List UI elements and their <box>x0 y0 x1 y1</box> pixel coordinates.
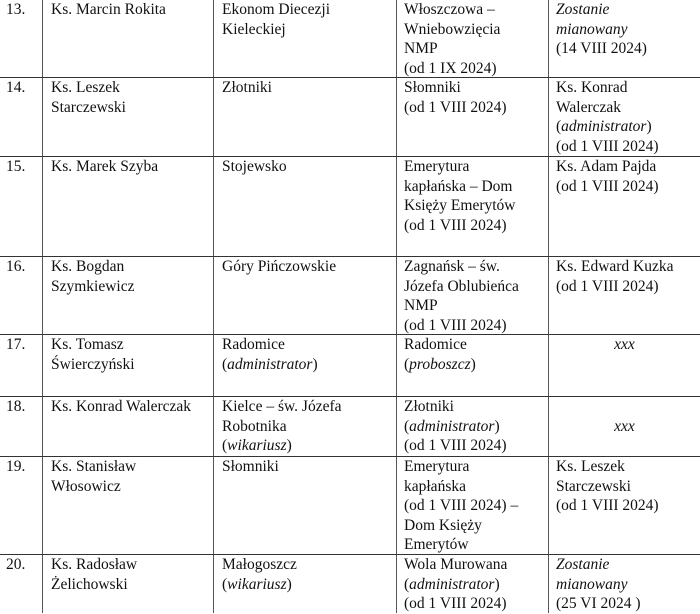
priest-name: Ks. Marcin Rokita <box>42 0 213 77</box>
successor: Ks. Konrad Walerczak (administrator) (od 1 VIII 2024) <box>548 78 700 156</box>
table-row <box>0 335 700 397</box>
table-row <box>0 555 700 613</box>
successor <box>548 335 700 396</box>
table-row <box>0 0 700 78</box>
table-row <box>0 257 700 335</box>
priest-name: Ks. Marek Szyba <box>42 157 213 256</box>
new-post: Słomniki (od 1 VIII 2024) <box>396 78 548 156</box>
row-number: 16. <box>6 258 26 275</box>
row-number: 13. <box>6 1 26 18</box>
previous-post: Kielce – św. Józefa Robotnika (wikariusz) <box>213 397 396 456</box>
priest-name: Ks. Konrad Walerczak <box>42 397 213 456</box>
row-number: 15. <box>6 158 26 175</box>
new-post: Emerytura kapłańska (od 1 VIII 2024) – Dom Księży Emerytów <box>396 457 548 554</box>
successor: Ks. Edward Kuzka (od 1 VIII 2024) <box>548 257 700 334</box>
priest-name: Ks. Bogdan Szymkiewicz <box>42 257 213 334</box>
previous-post: Małogoszcz (wikariusz) <box>213 555 396 613</box>
row-number: 19. <box>6 458 26 475</box>
table-row <box>0 397 700 457</box>
priest-name: Ks. Tomasz Świerczyński <box>42 335 213 396</box>
previous-post: Słomniki <box>213 457 396 554</box>
successor: Zostanie mianowany (25 VI 2024 ) <box>548 555 700 613</box>
priest-name: Ks. Radosław Żelichowski <box>42 555 213 613</box>
previous-post: Stojewsko <box>213 157 396 256</box>
new-post: Wola Murowana (administrator) (od 1 VIII 2024) <box>396 555 548 613</box>
successor-placeholder: xxx <box>614 417 635 435</box>
successor-placeholder: xxx <box>614 336 635 353</box>
new-post: Radomice (proboszcz) <box>396 335 548 396</box>
previous-post: Radomice (administrator) <box>213 335 396 396</box>
row-number: 18. <box>6 398 26 415</box>
row-number: 20. <box>6 556 26 573</box>
priest-name: Ks. Stanisław Włosowicz <box>42 457 213 554</box>
successor: Ks. Leszek Starczewski (od 1 VIII 2024) <box>548 457 700 554</box>
successor: Zostanie mianowany (14 VIII 2024) <box>548 0 700 77</box>
new-post: Zagnańsk – św. Józefa Oblubieńca NMP (od 1 VIII 2024) <box>396 257 548 334</box>
successor: Ks. Adam Pajda (od 1 VIII 2024) <box>548 157 700 256</box>
previous-post: Złotniki <box>213 78 396 156</box>
successor <box>548 397 700 456</box>
new-post: Emerytura kapłańska – Dom Księży Emerytów (od 1 VIII 2024) <box>396 157 548 256</box>
previous-post: Ekonom Diecezji Kieleckiej <box>213 0 396 77</box>
new-post: Złotniki (administrator) (od 1 VIII 2024) <box>396 397 548 456</box>
new-post: Włoszczowa – Wniebowzięcia NMP (od 1 IX 2024) <box>396 0 548 77</box>
table-row <box>0 157 700 257</box>
row-number: 14. <box>6 79 26 96</box>
priest-name: Ks. Leszek Starczewski <box>42 78 213 156</box>
table-row <box>0 457 700 555</box>
previous-post: Góry Pińczowskie <box>213 257 396 334</box>
row-number: 17. <box>6 336 26 353</box>
table-row <box>0 78 700 157</box>
